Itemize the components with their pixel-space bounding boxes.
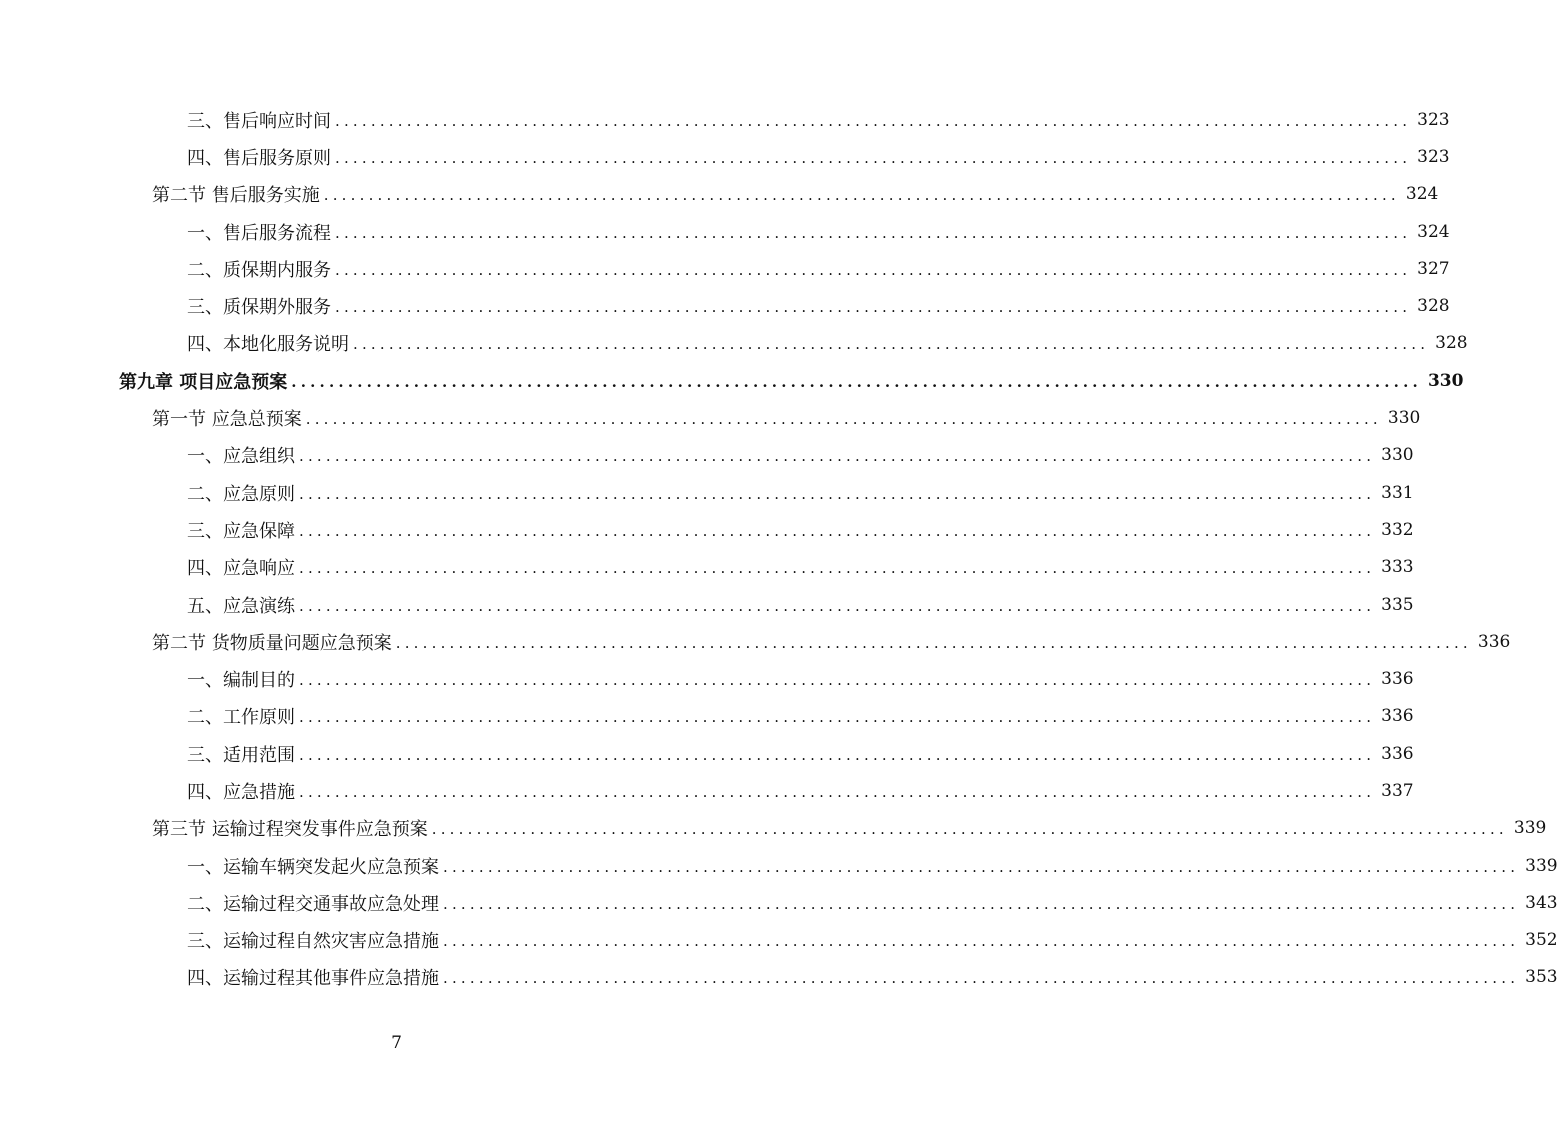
toc-dot-leader: ........................................................................................................................ <box>299 521 1376 540</box>
toc-entry-title: 四、售后服务原则 <box>187 147 331 169</box>
toc-entry[interactable] <box>0 399 1421 436</box>
toc-entry[interactable] <box>0 213 1450 250</box>
toc-dot-leader: ........................................................................................................................ <box>335 298 1412 317</box>
toc-entry-title: 第三节 运输过程突发事件应急预案 <box>152 819 428 841</box>
toc-entry-page: 328 <box>1417 296 1450 317</box>
table-of-contents <box>0 101 1558 996</box>
toc-entry-page: 328 <box>1435 333 1468 354</box>
toc-entry-page: 331 <box>1381 482 1414 503</box>
toc-entry[interactable] <box>0 735 1414 772</box>
toc-entry[interactable] <box>0 623 1511 660</box>
toc-entry-title: 四、运输过程其他事件应急措施 <box>187 968 439 990</box>
toc-entry[interactable] <box>0 287 1450 324</box>
toc-dot-leader: ........................................................................................................................ <box>335 148 1412 167</box>
toc-entry-title: 第九章 项目应急预案 <box>119 371 288 393</box>
toc-dot-leader: ........................................................................................................................ <box>335 260 1412 279</box>
toc-entry[interactable] <box>0 176 1439 213</box>
toc-entry[interactable] <box>0 772 1414 809</box>
toc-entry-page: 333 <box>1381 557 1414 578</box>
toc-dot-leader: ........................................................................................................................ <box>443 857 1520 876</box>
toc-dot-leader: ........................................................................................................................ <box>291 372 1422 391</box>
toc-entry-title: 四、应急响应 <box>187 558 295 580</box>
toc-dot-leader: ........................................................................................................................ <box>299 596 1376 615</box>
toc-entry-page: 323 <box>1417 109 1450 130</box>
toc-entry-page: 336 <box>1381 743 1414 764</box>
toc-entry[interactable] <box>0 437 1414 474</box>
toc-entry[interactable] <box>0 101 1450 138</box>
toc-entry-title: 一、应急组织 <box>187 446 295 468</box>
toc-entry-page: 353 <box>1525 967 1558 988</box>
toc-entry-page: 327 <box>1417 258 1450 279</box>
toc-entry-title: 三、适用范围 <box>187 744 295 766</box>
toc-entry-page: 336 <box>1381 706 1414 727</box>
toc-entry-title: 第二节 货物质量问题应急预案 <box>152 632 392 654</box>
toc-entry[interactable] <box>0 959 1558 996</box>
toc-entry-page: 330 <box>1381 445 1414 466</box>
toc-dot-leader: ........................................................................................................................ <box>335 223 1412 242</box>
toc-entry[interactable] <box>0 250 1450 287</box>
toc-entry[interactable] <box>0 698 1414 735</box>
toc-dot-leader: ........................................................................................................................ <box>299 447 1376 466</box>
toc-entry-page: 343 <box>1525 892 1558 913</box>
toc-entry-title: 四、应急措施 <box>187 781 295 803</box>
toc-dot-leader: ........................................................................................................................ <box>353 335 1430 354</box>
toc-entry-title: 第二节 售后服务实施 <box>152 185 320 207</box>
toc-entry[interactable] <box>0 847 1558 884</box>
toc-entry-page: 336 <box>1381 669 1414 690</box>
toc-dot-leader: ........................................................................................................................ <box>299 782 1376 801</box>
toc-entry-title: 二、工作原则 <box>187 707 295 729</box>
toc-entry-title: 三、应急保障 <box>187 520 295 542</box>
toc-entry-page: 330 <box>1427 370 1464 391</box>
toc-entry-title: 二、运输过程交通事故应急处理 <box>187 893 439 915</box>
toc-entry-page: 336 <box>1477 631 1511 652</box>
toc-entry[interactable] <box>0 138 1450 175</box>
toc-entry[interactable] <box>0 511 1414 548</box>
toc-entry[interactable] <box>0 325 1468 362</box>
toc-entry-page: 323 <box>1417 146 1450 167</box>
page-number: 7 <box>391 1033 402 1053</box>
toc-entry-title: 二、应急原则 <box>187 483 295 505</box>
toc-dot-leader: ........................................................................................................................ <box>443 932 1520 951</box>
toc-entry[interactable] <box>0 474 1414 511</box>
toc-entry-title: 一、编制目的 <box>187 670 295 692</box>
toc-entry-title: 一、售后服务流程 <box>187 222 331 244</box>
toc-entry-page: 352 <box>1525 930 1558 951</box>
toc-dot-leader: ........................................................................................................................ <box>299 484 1376 503</box>
toc-dot-leader: ........................................................................................................................ <box>395 633 1472 652</box>
toc-entry-page: 324 <box>1417 221 1450 242</box>
toc-entry-page: 335 <box>1381 594 1414 615</box>
toc-entry-page: 332 <box>1381 519 1414 540</box>
toc-entry-title: 一、运输车辆突发起火应急预案 <box>187 856 439 878</box>
toc-entry[interactable] <box>0 884 1558 921</box>
toc-dot-leader: ........................................................................................................................ <box>443 969 1520 988</box>
toc-entry-title: 第一节 应急总预案 <box>152 409 302 431</box>
toc-dot-leader: ........................................................................................................................ <box>323 186 1400 205</box>
toc-dot-leader: ........................................................................................................................ <box>431 820 1508 839</box>
toc-entry-title: 五、应急演练 <box>187 595 295 617</box>
toc-entry-page: 337 <box>1381 780 1414 801</box>
toc-entry-page: 330 <box>1387 408 1421 429</box>
toc-entry-page: 339 <box>1525 855 1558 876</box>
toc-entry-page: 324 <box>1405 184 1439 205</box>
toc-entry-title: 二、质保期内服务 <box>187 259 331 281</box>
toc-entry-title: 三、质保期外服务 <box>187 297 331 319</box>
toc-dot-leader: ........................................................................................................................ <box>443 894 1520 913</box>
toc-dot-leader: ........................................................................................................................ <box>299 708 1376 727</box>
toc-entry-title: 三、运输过程自然灾害应急措施 <box>187 931 439 953</box>
toc-dot-leader: ........................................................................................................................ <box>299 559 1376 578</box>
toc-dot-leader: ........................................................................................................................ <box>299 671 1376 690</box>
toc-dot-leader: ........................................................................................................................ <box>335 111 1412 130</box>
toc-entry-title: 四、本地化服务说明 <box>187 334 349 356</box>
toc-entry[interactable] <box>0 810 1547 847</box>
toc-entry[interactable] <box>0 922 1558 959</box>
toc-dot-leader: ........................................................................................................................ <box>305 410 1382 429</box>
toc-entry[interactable] <box>0 586 1414 623</box>
toc-entry[interactable] <box>0 362 1464 399</box>
toc-entry[interactable] <box>0 660 1414 697</box>
toc-entry-title: 三、售后响应时间 <box>187 110 331 132</box>
toc-dot-leader: ........................................................................................................................ <box>299 745 1376 764</box>
toc-entry[interactable] <box>0 549 1414 586</box>
toc-entry-page: 339 <box>1513 818 1547 839</box>
